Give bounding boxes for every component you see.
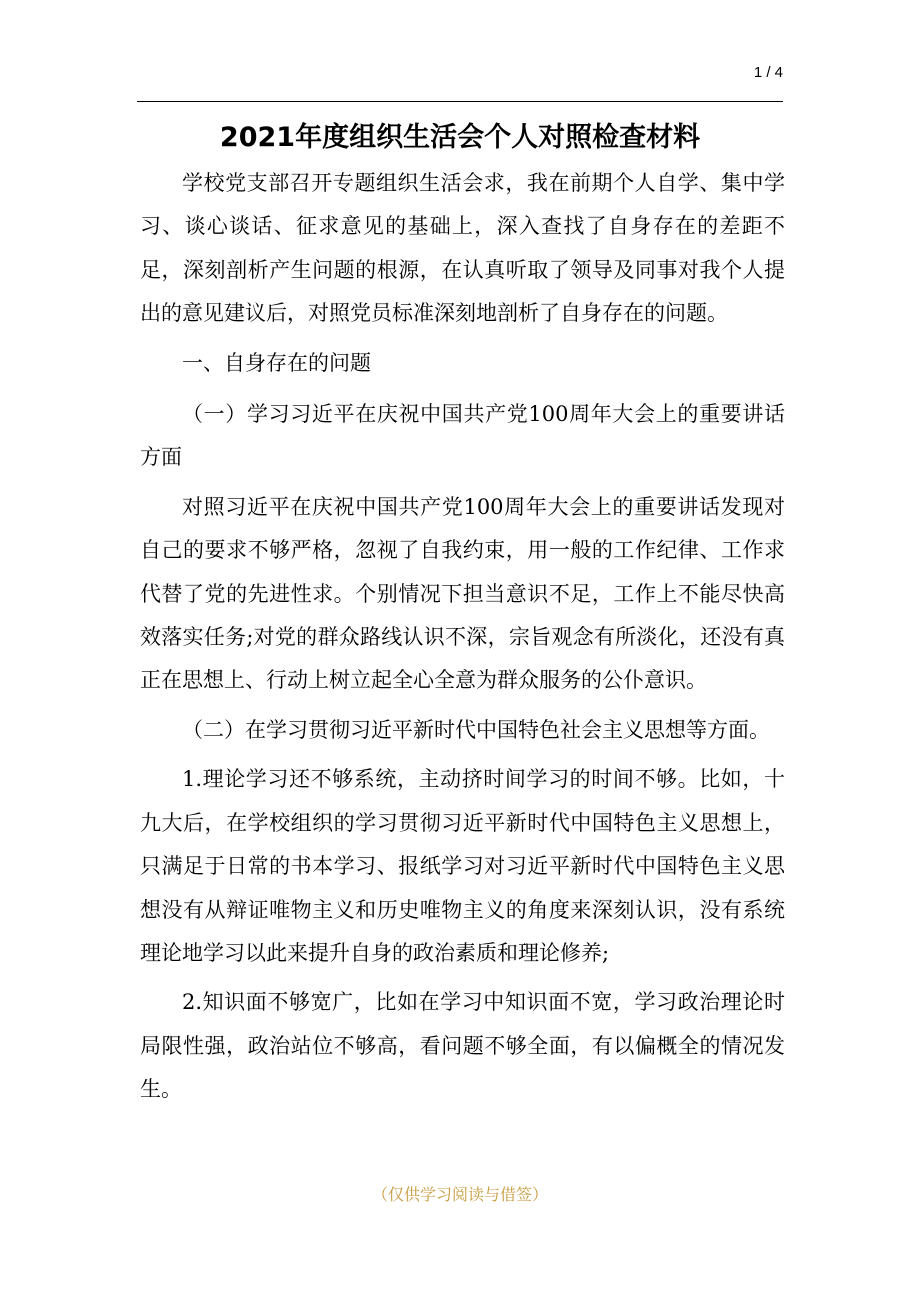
paragraph-speech-reflection: 对照习近平在庆祝中国共产党100周年大会上的重要讲话发现对自己的要求不够严格，忽视了自我约束，用一般的工作纪律、工作求代替了党的先进性求。个别情况下担当意识不足，工作上不能尽快高效落实任务;对党的群众路线认识不深，宗旨观念有所淡化，还没有真正在思想上、行动上树立起全心全意为群众服务的公仆意识。 xyxy=(140,494,785,693)
subsection-heading-1: （一）学习习近平在庆祝中国共产党100周年大会上的重要讲话方面 xyxy=(140,402,785,470)
document-title: 2021年度组织生活会个人对照检查材料 xyxy=(219,122,701,153)
page-number: 1 / 4 xyxy=(753,64,783,81)
paragraph-item-2: 2.知识面不够宽广，比如在学习中知识面不宽，学习政治理论时局限性强，政治站位不够高，看问题不够全面，有以偏概全的情况发生。 xyxy=(140,990,785,1102)
footer-note: （仅供学习阅读与借签） xyxy=(371,1185,548,1204)
subsection-heading-2: （二）在学习贯彻习近平新时代中国特色社会主义思想等方面。 xyxy=(182,717,770,742)
paragraph-item-1: 1.理论学习还不够系统，主动挤时间学习的时间不够。比如，十九大后，在学校组织的学习贯彻习近平新时代中国特色主义思想上，只满足于日常的书本学习、报纸学习对习近平新时代中国特色主义思想没有从辩证唯物主义和历史唯物主义的角度来深刻认识，没有系统理论地学习以此来提升自身的政治素质和理论修养; xyxy=(140,767,785,965)
paragraph-intro: 学校党支部召开专题组织生活会求，我在前期个人自学、集中学习、谈心谈话、征求意见的基础上，深入查找了自身存在的差距不足，深刻剖析产生问题的根源，在认真听取了领导及同事对我个人提出的意见建议后，对照党员标准深刻地剖析了自身存在的问题。 xyxy=(140,171,785,326)
section-heading-1: 一、自身存在的问题 xyxy=(182,350,371,375)
document-body xyxy=(140,162,785,1118)
header-rule xyxy=(137,101,783,102)
